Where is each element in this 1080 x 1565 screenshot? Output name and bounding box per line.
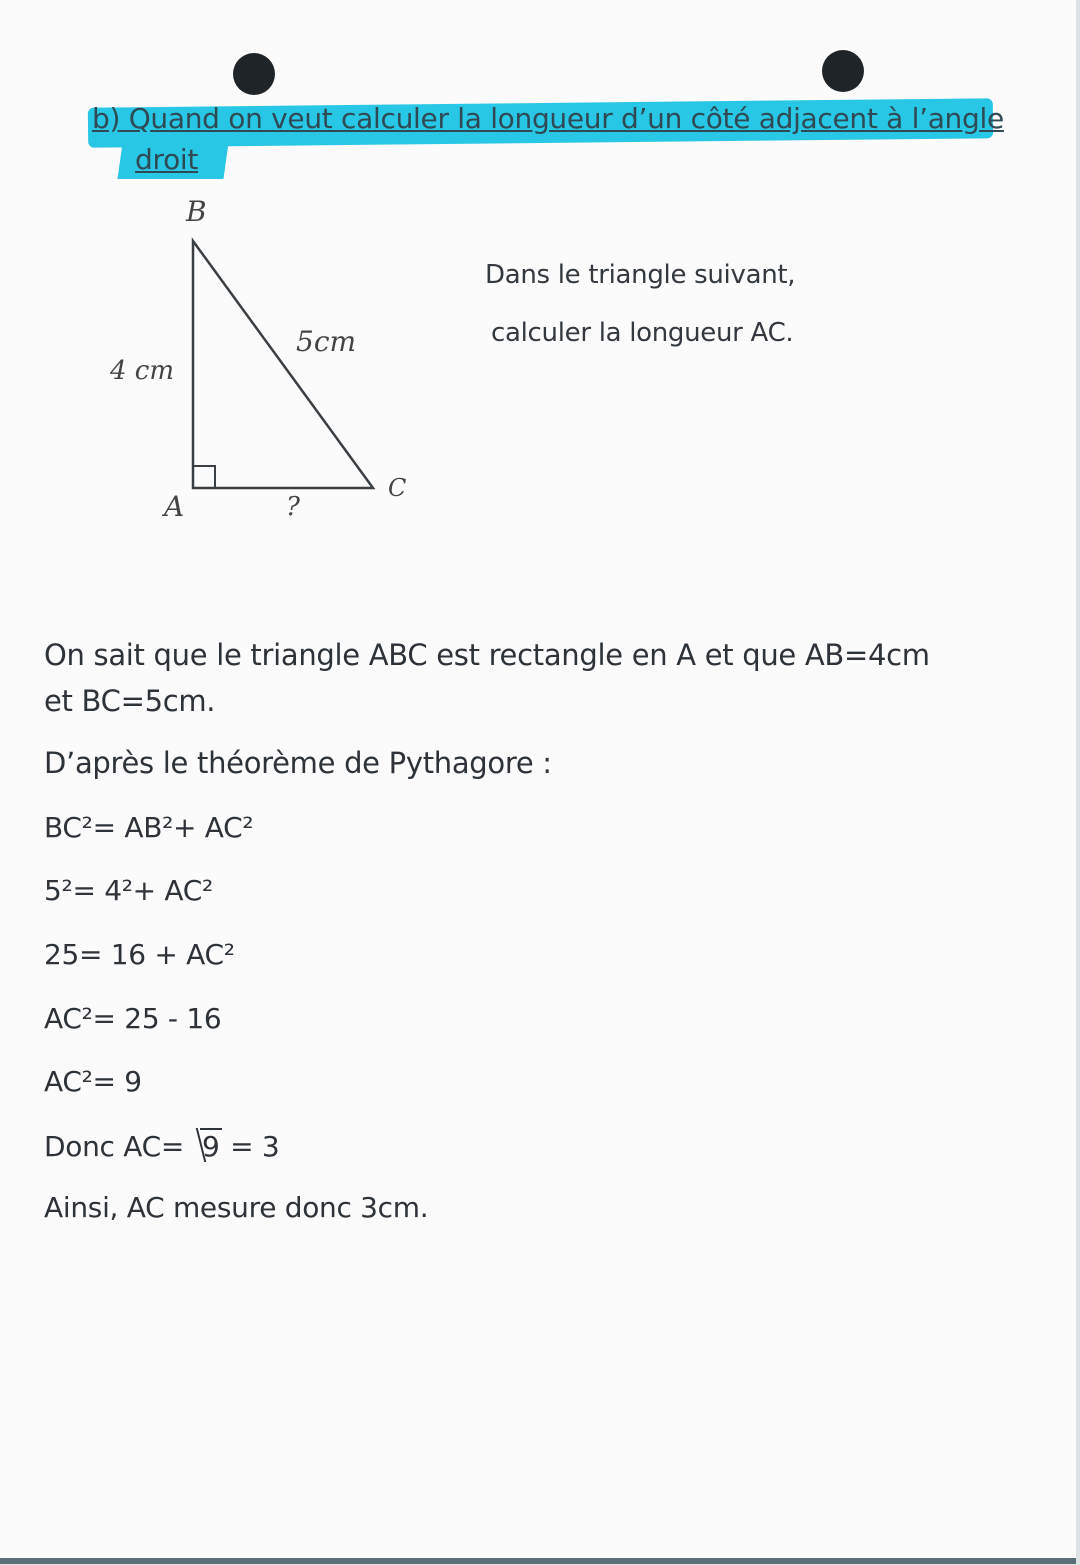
right-triangle-figure	[0, 0, 1076, 600]
right-angle-marker	[193, 466, 215, 488]
conclusion-line: Ainsi, AC mesure donc 3cm.	[44, 1191, 429, 1224]
vertex-label-a: A	[164, 490, 185, 523]
vertex-label-c: C	[388, 474, 407, 502]
side-label-bc: 5cm	[296, 325, 357, 358]
intro-line-2: et BC=5cm.	[44, 684, 216, 718]
equation-2: 5²= 4²+ AC²	[44, 874, 213, 907]
exercise-line-1: Dans le triangle suivant,	[485, 260, 796, 290]
equation-4: AC²= 25 - 16	[44, 1002, 222, 1035]
result-line	[44, 1128, 279, 1163]
equation-1: BC²= AB²+ AC²	[44, 811, 254, 844]
square-root: 9	[202, 1130, 220, 1163]
exercise-line-2: calculer la longueur AC.	[491, 318, 794, 348]
triangle-abc	[193, 241, 373, 488]
vertex-label-b: B	[186, 195, 207, 228]
section-heading: b) Quand on veut calculer la longueur d’un côté adjacent à l’angle	[92, 102, 1004, 135]
section-heading-continued: droit	[135, 143, 199, 176]
side-label-ac: ?	[286, 492, 300, 522]
result-prefix: Donc AC=	[44, 1130, 185, 1163]
equation-3: 25= 16 + AC²	[44, 938, 235, 971]
result-suffix: = 3	[221, 1130, 280, 1163]
intro-line-1: On sait que le triangle ABC est rectangle en A et que AB=4cm	[44, 638, 930, 672]
equation-5: AC²= 9	[44, 1065, 142, 1098]
theorem-line: D’après le théorème de Pythagore :	[44, 746, 552, 780]
side-label-ab: 4 cm	[110, 356, 175, 386]
